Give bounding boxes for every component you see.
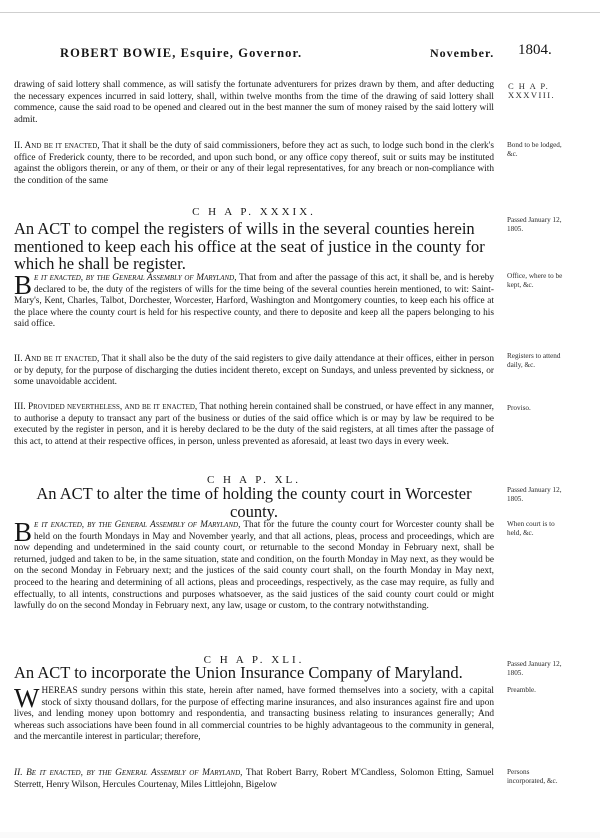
margin-bond: Bond to be lodged, &c. [507,141,562,158]
section-ii-body: That it shall be the duty of said commissioners, before they act as such, to lodge such bond in the clerk's office of Frederick county, there to be recorded, and upon such bond, or any office copy thereof, suit or suits may be instituted against the obligors therein, or any of them, or their or any of their legal representatives, for any breach or non-compliance with the condition of the same [14,141,495,186]
act-39-section-3-text [14,402,494,448]
act-41-section-2-text [14,768,494,791]
act-40-section-1-body: That for the future the county court for Worcester county shall be held on the fourth Mondays in May and November yearly, and that all actions, pleas, process and proceedings, which are now depending and undetermined in the said county court, or returnable to the second Monday in February next, shall be returned, judged and taken to be, in the same situation, state and condition, on the fourth Monday in May next, as they would be on the second Monday in February next; and the justices of the said county court shall, on the fourth Monday in May next, proceed to the hearing and determining of all actions, pleas and proceedings, respectively, as the case may require, as fully and effectually, to all intents, constructions and purposes whatsoever, as the said justices of the said county court could or might lawfully do on the second Monday in February next, any law, usage or custom, to the contrary notwithstanding. [14,520,494,612]
act-39-section-3-lead: III. Provided nevertheless, and be it enacted, [14,402,198,412]
section-ii-text [14,141,494,187]
act-39-section-1 [14,270,494,331]
page-bottom-edge [0,832,600,838]
act-41-preamble-body: HEREAS sundry persons within this state, herein after named, have formed themselves into a society, with a capital stock of sixty thousand dollars, for the purpose of effecting marine insurances, and also insurances against fire and upon lives, and lending money upon bottomry and respondentia, and transacting business relating to insurances generally; And whereas such associations have been found in all commercial countries to be highly advantageous to the community in general, and the mercantile interest in particular; therefore, [14,686,494,743]
drop-cap-w: W [14,683,40,713]
drop-cap-b-2: B [14,517,33,547]
margin-passed-39: Passed January 12, 1805. [507,216,562,233]
act-40-section-1-text [14,517,494,613]
section-ii-lead: II. And be it enacted, [14,141,100,151]
continuation-text: drawing of said lottery shall commence, as will satisfy the fortunate adventurers for prizes drawn by them, and after deducting the necessary expences incurred in said lottery, shall, within twelve months from the time of the drawing of said lottery shall commence, cause the said road to be opened and cleared out in the best manner the sum of money raised by the said lottery will admit. [14,80,494,125]
act-41-preamble-text [14,683,494,744]
act-39-section-2-text [14,354,494,389]
act-40-title: An ACT to alter the time of holding the county court in Worcester county. [36,484,472,521]
chapter-39-heading: C H A P. XXXIX. [192,206,316,218]
margin-persons: Persons incorporated, &c. [507,768,558,785]
margin-passed-40: Passed January 12, 1805. [507,486,562,503]
margin-proviso: Proviso. [507,404,531,412]
header-title: ROBERT BOWIE, Esquire, Governor. [60,46,303,60]
chapter-41-heading: C H A P. XLI. [203,654,305,666]
margin-chap-label: C H A P. [508,81,550,91]
margin-office-kept: Office, where to be kept, &c. [507,272,563,289]
act-41-preamble [14,683,494,744]
top-rule [0,12,600,13]
continuation-paragraph [14,80,494,126]
section-ii [14,141,494,187]
margin-passed-41: Passed January 12, 1805. [507,660,562,677]
act-41-title: An ACT to incorporate the Union Insurance Company of Maryland. [14,663,463,682]
act-39-section-2-body: That it shall also be the duty of the said registers to give daily attendance at their offices, either in person or by deputy, for the purpose of discharging the duties incident thereto, except on Sundays, and unless prevented by sickness, or some unavoidable accident. [14,354,494,388]
drop-cap-b: B [14,270,33,300]
margin-chap-number: XXXVIII. [508,90,556,100]
act-40-section-1 [14,517,494,613]
header-month: November. [430,46,495,60]
act-39-section-3-body: That nothing herein contained shall be construed, or have effect in any manner, to authorise a deputy to transact any part of the business or duties of the said office which is or may by law be required to be executed by the register in person, and it is hereby declared to be the duty of the said registers, at all times after the passage of this act, to attend at their respective offices, in person, unless prevented as aforesaid, at least two days in every week. [14,402,495,447]
act-41-section-2 [14,768,494,791]
act-41-section-2-lead: II. Be it enacted, by the General Assembly of Maryland, [14,768,243,778]
margin-when-court: When court is to held, &c. [507,520,555,537]
act-39-section-1-text [14,270,494,331]
act-39-section-2-lead: II. And be it enacted, [14,354,100,364]
act-39-enacting-clause: e it enacted, by the General Assembly of Maryland, [34,273,237,283]
act-39-section-3 [14,402,494,448]
running-header [60,42,552,66]
chapter-40-heading: C H A P. XL. [206,474,302,486]
act-39-title: An ACT to compel the registers of wills in the several counties herein mentioned to keep each his office at the seat of justice in the county for which he shall be register. [14,219,485,273]
margin-preamble: Preamble. [507,686,536,694]
header-year: 1804. [518,42,552,58]
margin-chap-ref [508,82,570,100]
act-40-enacting-clause: e it enacted, by the General Assembly of Maryland, [34,520,241,530]
act-39-section-1-body: That from and after the passage of this act, it shall be, and is hereby declared to be, the duty of the registers of wills for the time being of the several counties herein mentioned, to wit: Saint-Mary's, Kent, Charles, Talbot, Dorchester, Worcester, Harford, Washington and Montgomery counties, to keep each his office at the place where the county court is held for his respective county, and there to deposite and keep all the papers belonging to his said office. [14,273,494,330]
act-41-section-2-body: That Robert Barry, Robert M'Candless, Solomon Etting, Samuel Sterrett, Henry Wilson, Hercules Courtenay, Miles Littlejohn, Bigelow [14,768,494,790]
margin-registers-attend: Registers to attend daily, &c. [507,352,561,369]
act-39-section-2 [14,354,494,389]
